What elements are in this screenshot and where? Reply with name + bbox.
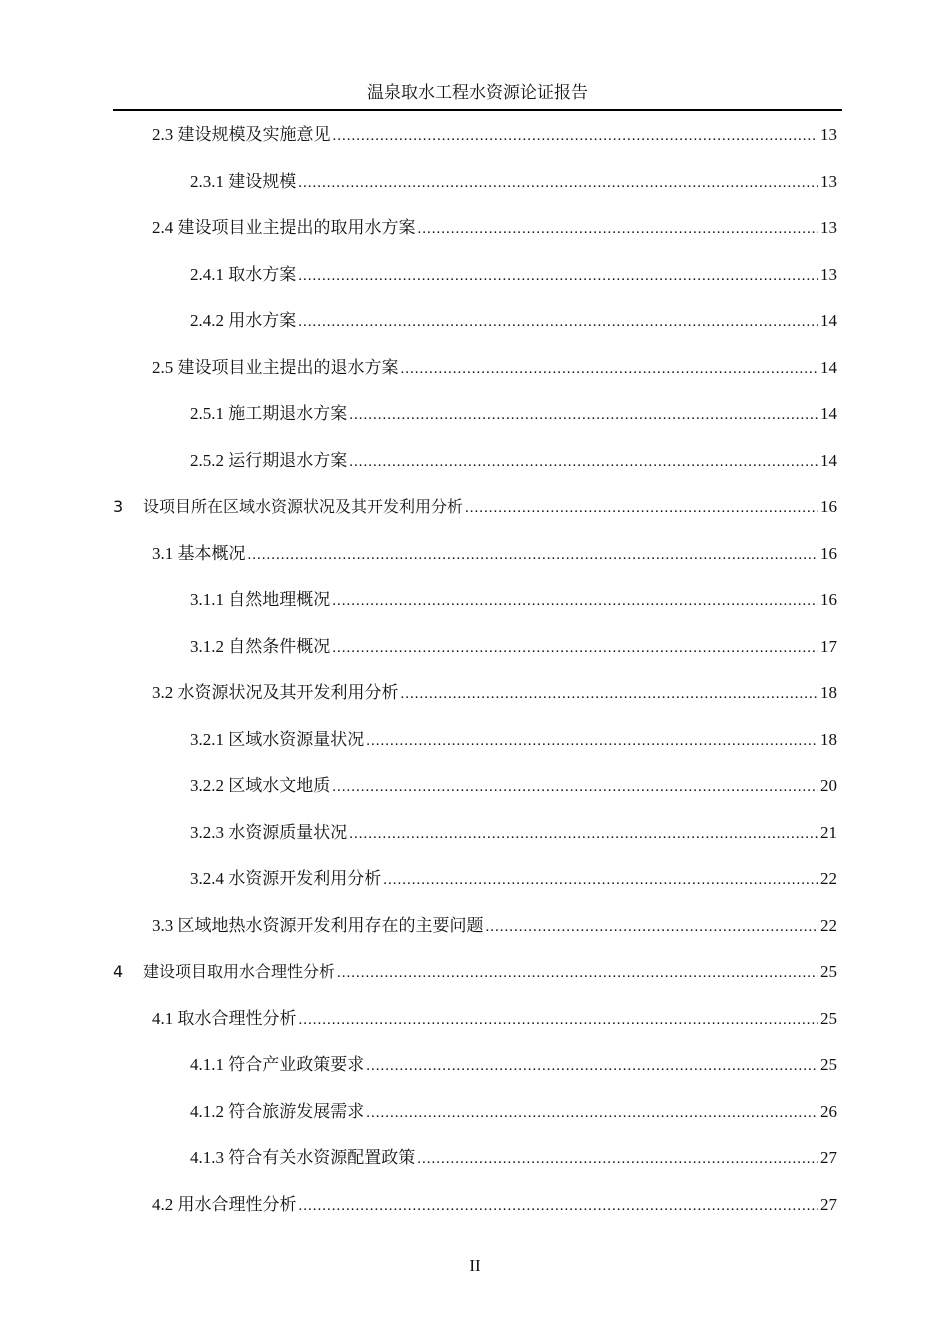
toc-dot-leader [401, 354, 819, 384]
toc-page-number: 25 [820, 1008, 837, 1028]
toc-chapter-number: 3 [113, 497, 124, 516]
toc-entry-title [113, 957, 335, 987]
running-header: 温泉取水工程水资源论证报告 [367, 83, 588, 102]
toc-entry-title [113, 492, 463, 522]
toc-dot-leader [298, 261, 818, 291]
toc-dot-leader [332, 633, 818, 663]
toc-dot-leader [332, 772, 818, 802]
page-number: II [469, 1256, 481, 1275]
toc-entry[interactable] [152, 1004, 837, 1034]
toc-page-number: 16 [820, 497, 837, 516]
toc-page-number: 13 [820, 218, 837, 237]
toc-entry[interactable] [190, 446, 837, 476]
toc-dot-leader [349, 400, 818, 430]
toc-page-number: 22 [820, 915, 837, 935]
toc-dot-leader [248, 540, 819, 570]
toc-entry[interactable] [190, 725, 837, 755]
toc-entry-title: 3.2.1 区域水资源量状况 [190, 729, 365, 749]
toc-entry[interactable] [190, 632, 837, 662]
toc-page-number: 18 [820, 729, 837, 749]
toc-entry-title: 2.5.1 施工期退水方案 [190, 404, 348, 423]
toc-entry[interactable] [113, 957, 837, 987]
toc-entry-title: 2.4.1 取水方案 [190, 264, 297, 284]
toc-entry-title: 3.1.1 自然地理概况 [190, 590, 331, 609]
toc-entry[interactable] [190, 585, 837, 615]
toc-entry[interactable] [190, 306, 837, 336]
toc-page-number: 22 [820, 869, 837, 888]
toc-page-number: 13 [820, 171, 837, 191]
toc-page-number: 14 [820, 450, 837, 470]
toc-dot-leader [349, 447, 818, 477]
toc-entry-title: 4.1.2 符合旅游发展需求 [190, 1101, 365, 1121]
toc-entry[interactable] [190, 771, 837, 801]
toc-page-number: 25 [820, 962, 837, 981]
toc-entry[interactable] [113, 492, 837, 522]
toc-entry[interactable] [190, 864, 837, 894]
toc-entry-title: 3.2.2 区域水文地质 [190, 776, 331, 795]
toc-page-number: 16 [820, 543, 837, 563]
toc-entry[interactable] [190, 399, 837, 429]
toc-dot-leader [366, 726, 818, 756]
toc-entry[interactable] [152, 353, 837, 383]
toc-entry-title: 4.1 取水合理性分析 [152, 1008, 297, 1028]
toc-page-number: 13 [820, 125, 837, 144]
toc-entry-title: 4.1.1 符合产业政策要求 [190, 1055, 365, 1074]
toc-entry-title: 3.1 基本概况 [152, 543, 246, 563]
toc-dot-leader [299, 1005, 819, 1035]
toc-entry[interactable] [190, 1050, 837, 1080]
toc-entry-title: 2.3.1 建设规模 [190, 171, 297, 191]
toc-dot-leader [337, 958, 818, 988]
toc-dot-leader [298, 307, 818, 337]
toc-entry[interactable] [152, 911, 837, 941]
toc-dot-leader [366, 1051, 818, 1081]
toc-entry-title: 2.3 建设规模及实施意见 [152, 125, 331, 144]
toc-dot-leader [418, 214, 819, 244]
toc-entry[interactable] [190, 167, 837, 197]
toc-dot-leader [299, 1191, 819, 1221]
toc-page-number: 13 [820, 264, 837, 284]
toc-dot-leader [417, 1144, 818, 1174]
toc-entry[interactable] [152, 120, 837, 150]
toc-dot-leader [486, 912, 819, 942]
toc-entry[interactable] [152, 1190, 837, 1220]
toc-entry-title: 3.1.2 自然条件概况 [190, 636, 331, 656]
toc-chapter-title: 建设项目取用水合理性分析 [143, 962, 336, 981]
toc-page-number: 14 [820, 357, 837, 377]
toc-entry-title: 2.4.2 用水方案 [190, 311, 297, 330]
toc-page-number: 16 [820, 590, 837, 609]
toc-dot-leader [465, 493, 818, 523]
toc-entry-title: 3.2 水资源状况及其开发利用分析 [152, 683, 399, 702]
toc-page-number: 14 [820, 404, 837, 423]
toc-page-number: 26 [820, 1101, 837, 1121]
toc-dot-leader [383, 865, 818, 895]
toc-entry-title: 3.2.3 水资源质量状况 [190, 822, 348, 842]
toc-page-number: 21 [820, 822, 837, 842]
toc-page-number: 18 [820, 683, 837, 702]
toc-dot-leader [332, 586, 818, 616]
toc-dot-leader [333, 121, 819, 151]
toc-chapter-number: 4 [113, 962, 124, 981]
toc-page-number: 14 [820, 311, 837, 330]
toc-entry[interactable] [190, 260, 837, 290]
toc-page-number: 27 [820, 1194, 837, 1214]
toc-entry-title: 2.5.2 运行期退水方案 [190, 450, 348, 470]
toc-page-number: 20 [820, 776, 837, 795]
toc-page-number: 25 [820, 1055, 837, 1074]
toc-dot-leader [401, 679, 819, 709]
toc-dot-leader [349, 819, 818, 849]
toc-entry-title: 4.2 用水合理性分析 [152, 1194, 297, 1214]
toc-entry-title: 3.2.4 水资源开发利用分析 [190, 869, 382, 888]
toc-entry[interactable] [190, 1097, 837, 1127]
toc-entry-title: 4.1.3 符合有关水资源配置政策 [190, 1148, 416, 1167]
header-rule [113, 109, 842, 111]
toc-dot-leader [366, 1098, 818, 1128]
toc-entry[interactable] [190, 1143, 837, 1173]
toc-entry-title: 3.3 区域地热水资源开发利用存在的主要问题 [152, 915, 484, 935]
toc-entry-title: 2.4 建设项目业主提出的取用水方案 [152, 218, 416, 237]
toc-page-number: 27 [820, 1148, 837, 1167]
toc-chapter-title: 设项目所在区域水资源状况及其开发利用分析 [143, 497, 464, 516]
toc-dot-leader [298, 168, 818, 198]
toc-entry[interactable] [152, 678, 837, 708]
toc-entry[interactable] [152, 539, 837, 569]
toc-entry-title: 2.5 建设项目业主提出的退水方案 [152, 357, 399, 377]
toc-entry[interactable] [152, 213, 837, 243]
toc-page-number: 17 [820, 636, 837, 656]
toc-entry[interactable] [190, 818, 837, 848]
